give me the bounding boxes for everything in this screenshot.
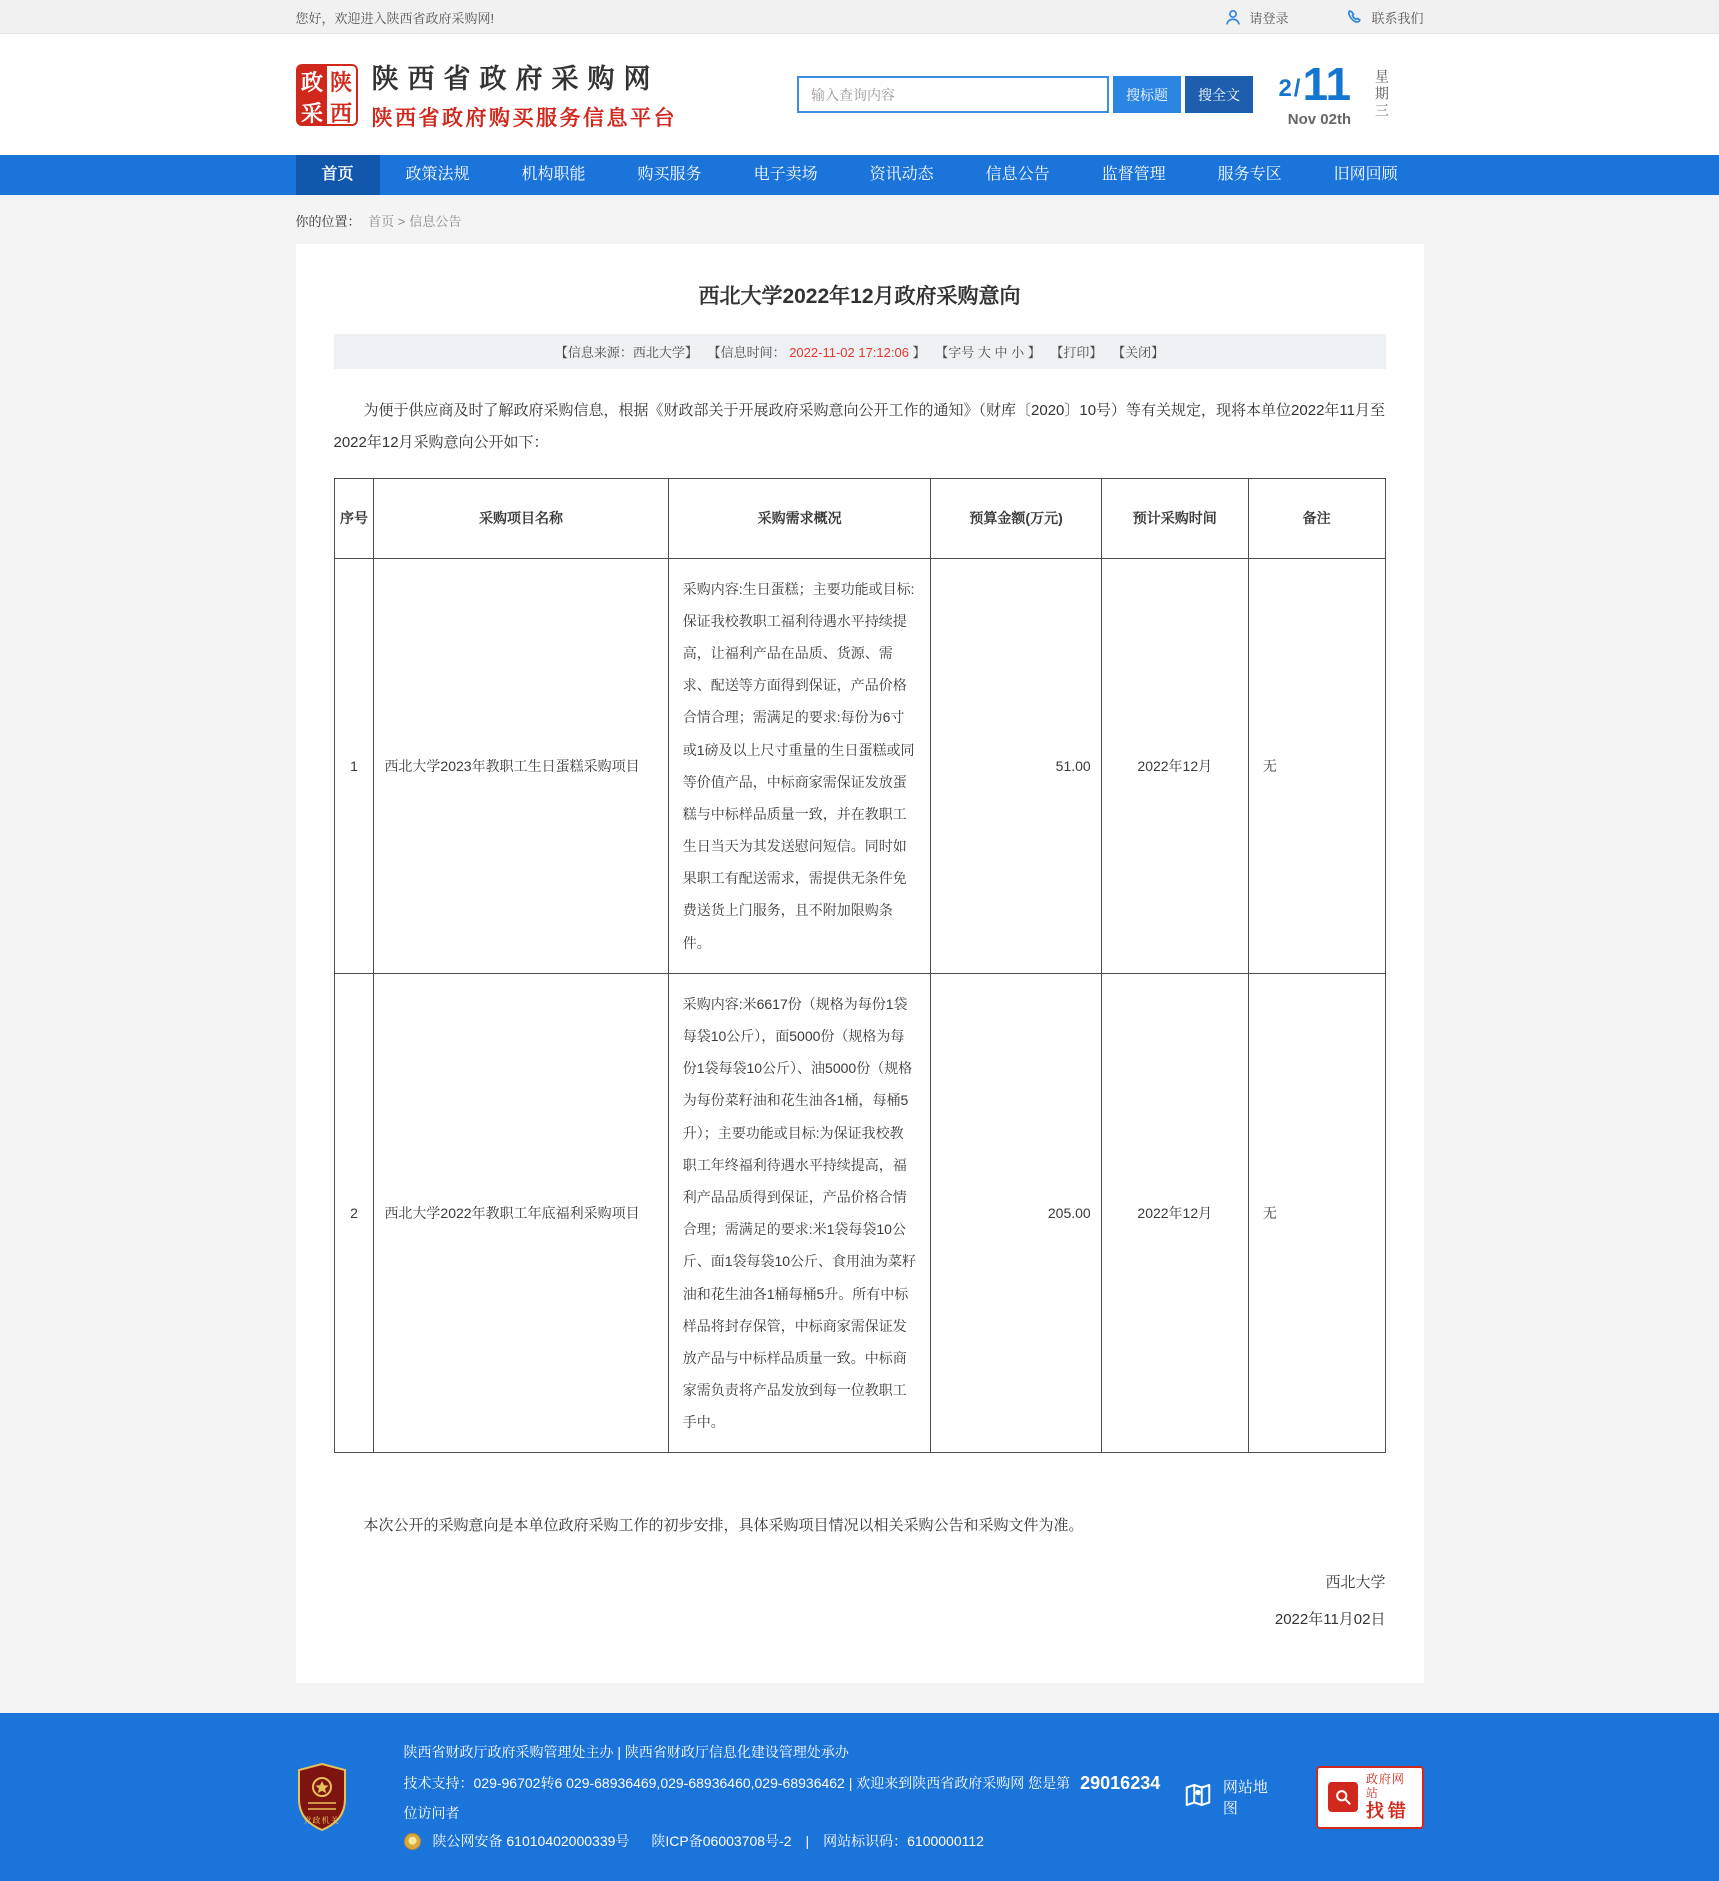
- breadcrumb-home[interactable]: 首页: [368, 214, 395, 229]
- welcome-text: 您好，欢迎进入陕西省政府采购网!: [295, 10, 495, 26]
- meta-source: 【信息来源：西北大学】: [554, 345, 698, 360]
- row2-seq: 2: [334, 973, 374, 1453]
- row1-seq: 1: [334, 558, 374, 973]
- article-card: [296, 244, 1424, 1683]
- breadcrumb-current[interactable]: 信息公告: [409, 214, 462, 229]
- footer-beian-line: 陕公网安备 61010402000339号 陕ICP备06003708号-2 | 网站标识码：6100000112: [404, 1831, 1183, 1852]
- col-header-budget: 预算金额(万元): [931, 479, 1101, 559]
- row1-project-name: 西北大学2023年教职工生日蛋糕采购项目: [374, 558, 668, 973]
- main-nav: [0, 155, 1719, 195]
- user-icon: [1224, 8, 1242, 26]
- row1-remark: 无: [1248, 558, 1385, 973]
- visitor-count: 29016234: [1080, 1773, 1161, 1794]
- fontsize-large-button[interactable]: 大: [977, 345, 991, 360]
- meta-timestamp: 2022-11-02 17:12:06: [789, 345, 909, 360]
- row2-demand: 采购内容:米6617份（规格为每份1袋每袋10公斤），面5000份（规格为每份1袋每袋10公斤）、油5000份（规格为每份菜籽油和花生油各1桶，每桶5升）；主要功能或目标:为保证我校教职工年终福利待遇水平持续提高，福利产品品质得到保证，产品价格合情合理；需满足的要求:米1袋每袋10公斤、面1袋每袋10公斤、食用油为菜籽油和花生油各1桶每桶5升。所有中标样品将封存保管，中标商家需保证发放产品与中标样品质量一致。中标商家需负责将产品发放到每一位教职工手中。: [668, 973, 931, 1453]
- gov-shield-icon: [296, 1763, 348, 1831]
- nav-item-special-zone[interactable]: 服务专区: [1217, 166, 1282, 183]
- row2-budget: 205.00: [931, 973, 1101, 1453]
- site-footer: [0, 1713, 1719, 1881]
- footer-support-line: 技术支持：029-96702转6 029-68936469,029-68936460,029-68936462 | 欢迎来到陕西省政府采购网 您是第 29016234 位访问者: [404, 1770, 1183, 1824]
- nav-item-news[interactable]: 资讯动态: [869, 166, 934, 183]
- breadcrumb-label: 你的位置：: [295, 214, 361, 229]
- date-english: Nov 02th: [1287, 111, 1352, 128]
- col-header-seq: 序号: [334, 479, 374, 559]
- login-link[interactable]: 请登录: [1224, 8, 1288, 27]
- fontsize-medium-button[interactable]: 中: [994, 345, 1008, 360]
- site-subtitle: 陕西省政府购买服务信息平台: [371, 107, 677, 130]
- nav-item-purchase-services[interactable]: 购买服务: [637, 166, 702, 183]
- date-day: 2: [1278, 75, 1292, 102]
- fontsize-small-button[interactable]: 小: [1011, 345, 1025, 360]
- search-fulltext-button[interactable]: 搜全文: [1185, 76, 1253, 113]
- date-month: 11: [1302, 58, 1352, 110]
- article-meta-bar: [334, 334, 1386, 369]
- nav-item-functions[interactable]: 机构职能: [521, 166, 586, 183]
- purchase-intent-table: [334, 478, 1386, 1453]
- row2-project-name: 西北大学2022年教职工年底福利采购项目: [374, 973, 668, 1453]
- error-report-magnifier-icon: [1328, 1782, 1358, 1812]
- phone-icon: [1346, 8, 1364, 26]
- close-button[interactable]: 【关闭】: [1112, 345, 1165, 360]
- article-closing: 本次公开的采购意向是本单位政府采购工作的初步安排，具体采购项目情况以相关采购公告和采购文件为准。: [363, 1517, 1084, 1535]
- footer-support-text: 技术支持：029-96702转6 029-68936469,029-68936460,029-68936462 | 欢迎来到陕西省政府采购网 您是第: [403, 1775, 1071, 1792]
- date-weekday: 星期三: [1373, 69, 1390, 120]
- topbar: [0, 0, 1719, 34]
- site-logo[interactable]: [296, 57, 678, 132]
- row1-time: 2022年12月: [1101, 558, 1248, 973]
- map-icon: [1183, 1780, 1213, 1814]
- col-header-demand: 采购需求概况: [668, 479, 931, 559]
- gov-shield-label: 党政机关: [303, 1816, 340, 1826]
- footer-organizers: 陕西省财政厅政府采购管理处主办 | 陕西省财政厅信息化建设管理处承办: [403, 1744, 849, 1761]
- col-header-remark: 备注: [1248, 479, 1385, 559]
- site-code: 网站标识码：6100000112: [823, 1833, 984, 1850]
- article-title: 西北大学2022年12月政府采购意向: [698, 285, 1021, 308]
- breadcrumb: 你的位置： 首页 > 信息公告: [295, 214, 462, 229]
- nav-item-old-site[interactable]: 旧网回顾: [1333, 166, 1398, 183]
- table-row: [334, 558, 1385, 973]
- meta-time: 【信息时间： 2022-11-02 17:12:06 】: [707, 345, 926, 360]
- signature-date: 2022年11月02日: [1274, 1611, 1386, 1629]
- nav-item-supervision[interactable]: 监督管理: [1101, 166, 1166, 183]
- row1-demand: 采购内容:生日蛋糕；主要功能或目标:保证我校教职工福利待遇水平持续提高，让福利产品在品质、货源、需求、配送等方面得到保证，产品价格合情合理；需满足的要求:每份为6寸或1磅及以上尺寸重量的生日蛋糕或同等价值产品，中标商家需保证发放蛋糕与中标样品质量一致，并在教职工生日当天为其发送慰问短信。同时如果职工有配送需求，需提供无条件免费送货上门服务，且不附加限购条件。: [668, 558, 931, 973]
- row2-remark: 无: [1248, 973, 1385, 1453]
- row1-budget: 51.00: [931, 558, 1101, 973]
- signature-org: 西北大学: [1325, 1574, 1386, 1592]
- logo-seal-icon: 政 陕 采 西: [296, 64, 358, 126]
- search-input[interactable]: [797, 76, 1109, 113]
- print-button[interactable]: 【打印】: [1050, 345, 1103, 360]
- national-emblem-icon: [404, 1833, 421, 1850]
- meta-fontsize: 【字号 大 中 小 】: [935, 345, 1041, 360]
- site-title: 陕西省政府采购网: [371, 64, 660, 94]
- site-header: [0, 34, 1719, 155]
- table-row: [334, 973, 1385, 1453]
- icp-beian-link[interactable]: 陕ICP备06003708号-2: [651, 1833, 792, 1850]
- row2-time: 2022年12月: [1101, 973, 1248, 1453]
- contact-link[interactable]: 联系我们: [1346, 8, 1423, 27]
- gov-site-error-report-badge[interactable]: 政府网站 找错: [1316, 1766, 1424, 1828]
- search-bar: [797, 76, 1253, 113]
- search-title-button[interactable]: 搜标题: [1113, 76, 1181, 113]
- date-widget: 2 / 11 Nov 02th 星期三: [1278, 58, 1390, 128]
- gongan-beian-link[interactable]: 陕公网安备 61010402000339号: [432, 1833, 630, 1850]
- col-header-time: 预计采购时间: [1101, 479, 1248, 559]
- article-intro: 为便于供应商及时了解政府采购信息，根据《财政部关于开展政府采购意向公开工作的通知》（财库〔2020〕10号）等有关规定，现将本单位2022年11月至2022年12月采购意向公开如下：: [333, 402, 1386, 451]
- nav-item-home[interactable]: 首页: [296, 155, 380, 195]
- col-header-project-name: 采购项目名称: [374, 479, 668, 559]
- nav-item-e-market[interactable]: 电子卖场: [753, 166, 818, 183]
- table-header-row: [334, 479, 1385, 559]
- sitemap-link[interactable]: 网站地图: [1183, 1776, 1276, 1818]
- nav-item-announcements[interactable]: 信息公告: [985, 166, 1050, 183]
- nav-item-policies[interactable]: 政策法规: [405, 166, 470, 183]
